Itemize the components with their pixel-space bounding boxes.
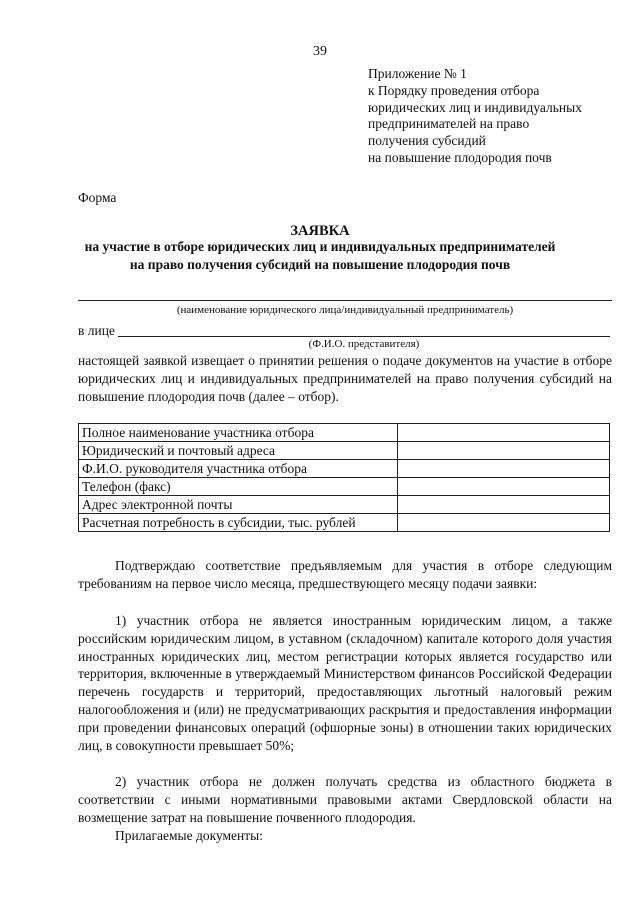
table-row [79, 442, 610, 460]
table-label-cell: Телефон (факс) [79, 478, 398, 496]
appendix-line: на повышение плодородия почв [368, 149, 552, 165]
applicant-info-table [78, 423, 610, 532]
table-row [79, 478, 610, 496]
appendix-line: юридических лиц и индивидуальных [368, 99, 582, 115]
table-row [79, 514, 610, 532]
form-label: Форма [78, 190, 117, 205]
document-subtitle [0, 238, 640, 274]
page-number: 39 [313, 44, 327, 59]
table-value-cell[interactable] [398, 496, 610, 514]
table-value-cell[interactable] [398, 442, 610, 460]
representative-prefix: в лице [78, 323, 115, 338]
table-row [79, 460, 610, 478]
representative-hint: (Ф.И.О. представителя) [308, 338, 420, 350]
document-title: ЗАЯВКА [290, 223, 350, 239]
appendix-block [368, 66, 582, 167]
table-label-cell: Ф.И.О. руководителя участника отбора [79, 460, 398, 478]
requirement-1-paragraph: 1) участник отбора не является иностранным юридическим лицом, а также российским юридическим лицом, в уставном (складочном) капитале которого доля участия иностранных юридических лиц, местом регистрации которых является государство или территория, включенные в утверждаемый Министерством финансов Российской Федерации перечень государств и территорий, предоставляющих льготный налоговый режим налогообложения и (или) не предусматривающих раскрытия и предоставления информации при проведении финансовых операций (офшорные зоны) в отношении таких юридических лиц, в совокупности превышает 50%; [78, 613, 612, 753]
table-value-cell[interactable] [398, 424, 610, 442]
requirement-2-paragraph: 2) участник отбора не должен получать средства из областного бюджета в соответствии с иными нормативными правовыми актами Свердловской области на возмещение затрат на повышение почвенного плодородия. [78, 774, 612, 825]
appendix-line: получения субсидий [368, 133, 486, 149]
table-label-cell: Адрес электронной почты [79, 496, 398, 514]
table-value-cell[interactable] [398, 460, 610, 478]
table-label-cell: Полное наименование участника отбора [79, 424, 398, 442]
attached-documents-label: Прилагаемые документы: [115, 828, 263, 843]
table-value-cell[interactable] [398, 514, 610, 532]
table-label-cell: Юридический и почтовый адреса [79, 442, 398, 460]
table-label-cell: Расчетная потребность в субсидии, тыс. рублей [79, 514, 398, 532]
table-row [79, 496, 610, 514]
table-value-cell[interactable] [398, 478, 610, 496]
subtitle-line: на право получения субсидий на повышение плодородия почв [129, 257, 511, 272]
confirmation-paragraph: Подтверждаю соответствие предъявляемым для участия в отборе следующим требованиям на первое число месяца, предшествующего месяцу подачи заявки: [78, 558, 612, 591]
appendix-line: предпринимателей на право [368, 116, 530, 132]
appendix-line: к Порядку проведения отбора [368, 82, 540, 98]
table-row [79, 424, 610, 442]
representative-line[interactable] [118, 336, 610, 337]
appendix-line: Приложение № 1 [368, 66, 467, 81]
subtitle-line: на участие в отборе юридических лиц и индивидуальных предпринимателей [84, 239, 556, 254]
applicant-name-line[interactable] [78, 300, 612, 301]
applicant-name-hint: (наименование юридического лица/индивидуальный предприниматель) [176, 304, 514, 316]
intro-paragraph: настоящей заявкой извещает о принятии решения о подаче документов на участие в отборе юридических лиц и индивидуальных предпринимателей на право получения субсидий на повышение плодородия почв (далее – отбор). [78, 353, 612, 404]
